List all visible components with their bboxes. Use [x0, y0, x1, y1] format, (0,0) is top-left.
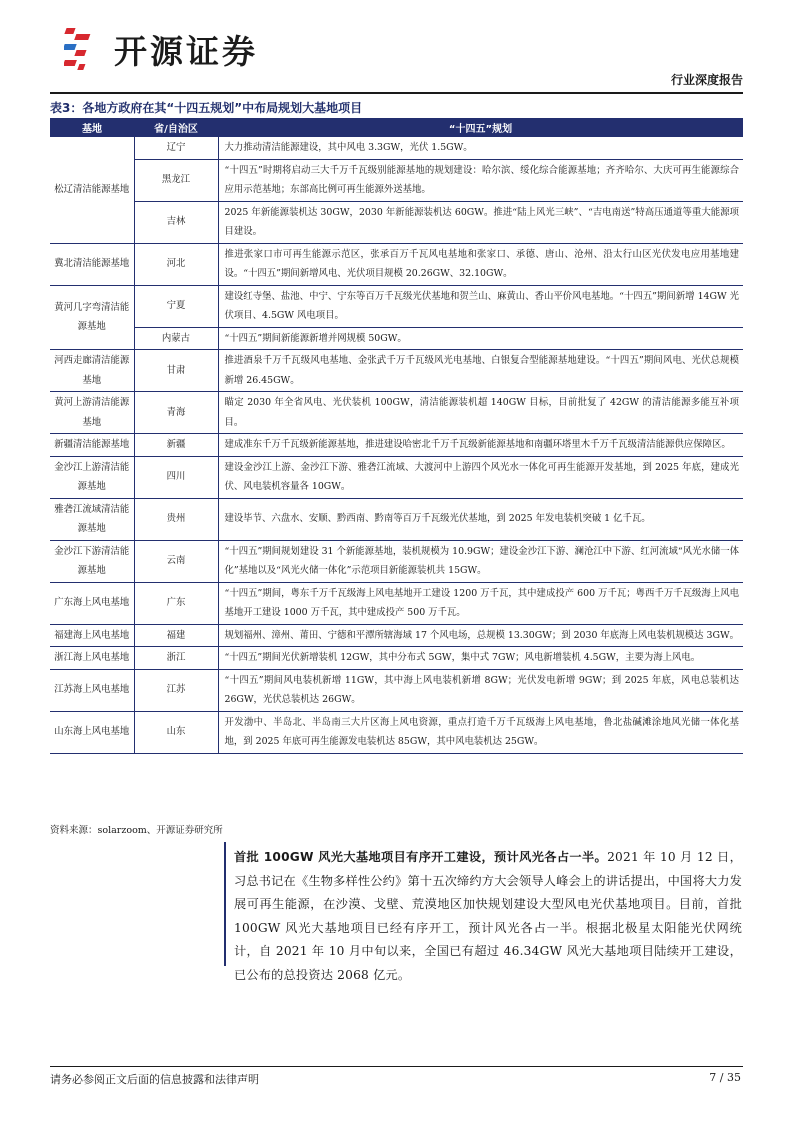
province-cell: 山东 — [134, 711, 218, 753]
base-cell: 浙江海上风电基地 — [50, 647, 134, 670]
plan-cell: 规划福州、漳州、莆田、宁德和平潭所辖海域 17 个风电场，总规模 13.30GW；到 2030 年底海上风电装机规模达 3GW。 — [218, 624, 743, 647]
plan-table-container — [50, 118, 743, 754]
province-cell: 新疆 — [134, 434, 218, 457]
plan-cell: “十四五”期间规划建设 31 个新能源基地，装机规模为 10.9GW；建设金沙江下游、澜沧江中下游、红河流域“风光水储一体化”基地以及“风光火储一体化”示范项目新能源装机共 15GW。 — [218, 540, 743, 582]
table-row — [50, 434, 743, 457]
table-row — [50, 456, 743, 498]
column-header-base: 基地 — [50, 118, 134, 137]
base-cell: 河西走廊清洁能源基地 — [50, 350, 134, 392]
table-row — [50, 137, 743, 159]
plan-cell: “十四五”期间风电装机新增 11GW，其中海上风电装机新增 8GW；光伏发电新增 9GW；到 2025 年底，风电总装机达 26GW，光伏总装机达 26GW。 — [218, 669, 743, 711]
table-title: 表3：各地方政府在其“十四五规划”中布局规划大基地项目 — [50, 101, 363, 115]
base-cell: 冀北清洁能源基地 — [50, 243, 134, 285]
province-cell: 河北 — [134, 243, 218, 285]
table-row — [50, 669, 743, 711]
table-body — [50, 137, 743, 753]
province-cell: 浙江 — [134, 647, 218, 670]
table-header-row — [50, 118, 743, 137]
base-cell: 松辽清洁能源基地 — [50, 137, 134, 243]
province-cell: 宁夏 — [134, 285, 218, 327]
plan-cell: 推进张家口市可再生能源示范区，张承百万千瓦风电基地和张家口、承德、唐山、沧州、沿太行山区光伏发电应用基地建设。“十四五”期间新增风电、光伏项目规模 20.26GW、32.10GW。 — [218, 243, 743, 285]
table-row — [50, 647, 743, 670]
body-paragraph — [234, 846, 742, 988]
province-cell: 吉林 — [134, 201, 218, 243]
plan-cell: 建成准东千万千瓦级新能源基地，推进建设哈密北千万千瓦级新能源基地和南疆环塔里木千万千瓦级清洁能源供应保障区。 — [218, 434, 743, 457]
plan-cell: “十四五”期间，粤东千万千瓦级海上风电基地开工建设 1200 万千瓦，其中建成投产 600 万千瓦；粤西千万千瓦级海上风电基地开工建设 1000 万千瓦，其中建成投产 500 万千瓦。 — [218, 582, 743, 624]
plan-cell: 2025 年新能源装机达 30GW，2030 年新能源装机达 60GW。推进“陆上风光三峡”、“吉电南送”特高压通道等重大能源项目建设。 — [218, 201, 743, 243]
paragraph-body: 2021 年 10 月 12 日，习总书记在《生物多样性公约》第十五次缔约方大会领导人峰会上的讲话提出，中国将大力发展可再生能源，在沙漠、戈壁、荒漠地区加快规划建设大型风电光伏基地项目。目前，首批 100GW 风光大基地项目已经有序开工，预计风光各占一半。根据北极星太阳能光伏网统计，自 2021 年 10 月中旬以来，全国已有超过 46.34GW 风光大基地项目陆续开工建设，已公布的总投资达 2068 亿元。 — [234, 850, 742, 982]
province-cell: 黑龙江 — [134, 159, 218, 201]
plan-cell: 大力推动清洁能源建设，其中风电 3.3GW，光伏 1.5GW。 — [218, 137, 743, 159]
plan-cell: 推进酒泉千万千瓦级风电基地、金张武千万千瓦级风光电基地、白银复合型能源基地建设。“十四五”期间风电、光伏总规模新增 26.45GW。 — [218, 350, 743, 392]
paragraph-lead: 首批 100GW 风光大基地项目有序开工建设，预计风光各占一半。 — [234, 850, 608, 864]
brand-name: 开源证券 — [114, 31, 258, 71]
plan-cell: 开发渤中、半岛北、半岛南三大片区海上风电资源，重点打造千万千瓦级海上风电基地，鲁北盐碱滩涂地风光储一体化基地，到 2025 年底可再生能源发电装机达 85GW，其中风电装机达 25GW。 — [218, 711, 743, 753]
table-row — [50, 711, 743, 753]
table-row — [50, 350, 743, 392]
table-row — [50, 624, 743, 647]
plan-cell: 建设毕节、六盘水、安顺、黔西南、黔南等百万千瓦级光伏基地，到 2025 年发电装机突破 1 亿千瓦。 — [218, 498, 743, 540]
base-cell: 山东海上风电基地 — [50, 711, 134, 753]
table-row — [50, 327, 743, 350]
base-cell: 广东海上风电基地 — [50, 582, 134, 624]
province-cell: 福建 — [134, 624, 218, 647]
plan-cell: 瞄定 2030 年全省风电、光伏装机 100GW，清洁能源装机超 140GW 目标，目前批复了 42GW 的清洁能源多能互补项目。 — [218, 392, 743, 434]
province-cell: 四川 — [134, 456, 218, 498]
province-cell: 青海 — [134, 392, 218, 434]
table-row — [50, 243, 743, 285]
logo-mark-icon — [64, 24, 104, 74]
page-number: 7 / 35 — [709, 1071, 741, 1084]
base-cell: 金沙江上游清洁能源基地 — [50, 456, 134, 498]
column-header-plan: “十四五”规划 — [218, 118, 743, 137]
province-cell: 云南 — [134, 540, 218, 582]
province-cell: 江苏 — [134, 669, 218, 711]
province-cell: 辽宁 — [134, 137, 218, 159]
footer-disclaimer: 请务必参阅正文后面的信息披露和法律声明 — [50, 1073, 259, 1086]
plan-cell: “十四五”期间光伏新增装机 12GW，其中分布式 5GW，集中式 7GW；风电新增装机 4.5GW，主要为海上风电。 — [218, 647, 743, 670]
base-cell: 黄河上游清洁能源基地 — [50, 392, 134, 434]
plan-cell: 建设红寺堡、盐池、中宁、宁东等百万千瓦级光伏基地和贺兰山、麻黄山、香山平价风电基地。“十四五”期间新增 14GW 光伏项目、4.5GW 风电项目。 — [218, 285, 743, 327]
plan-cell: 建设金沙江上游、金沙江下游、雅砻江流域、大渡河中上游四个风光水一体化可再生能源开发基地，到 2025 年底，建成光伏、风电装机容量各 10GW。 — [218, 456, 743, 498]
brand-logo — [64, 24, 258, 74]
base-cell: 江苏海上风电基地 — [50, 669, 134, 711]
report-type-label: 行业深度报告 — [670, 73, 743, 87]
table-row — [50, 540, 743, 582]
province-cell: 甘肃 — [134, 350, 218, 392]
paragraph-accent-bar — [224, 842, 226, 966]
base-cell: 福建海上风电基地 — [50, 624, 134, 647]
plan-table — [50, 118, 743, 754]
province-cell: 贵州 — [134, 498, 218, 540]
base-cell: 金沙江下游清洁能源基地 — [50, 540, 134, 582]
table-row — [50, 498, 743, 540]
footer-divider — [50, 1066, 743, 1067]
table-row — [50, 582, 743, 624]
table-row — [50, 285, 743, 327]
table-row — [50, 159, 743, 201]
base-cell: 黄河几字弯清洁能源基地 — [50, 285, 134, 350]
province-cell: 广东 — [134, 582, 218, 624]
table-row — [50, 201, 743, 243]
table-row — [50, 392, 743, 434]
table-source: 资料来源：solarzoom、开源证券研究所 — [50, 825, 223, 836]
column-header-province: 省/自治区 — [134, 118, 218, 137]
province-cell: 内蒙古 — [134, 327, 218, 350]
plan-cell: “十四五”时期将启动三大千万千瓦级别能源基地的规划建设：哈尔滨、绥化综合能源基地；齐齐哈尔、大庆可再生能源综合应用示范基地；东部高比例可再生能源外送基地。 — [218, 159, 743, 201]
base-cell: 雅砻江流域清洁能源基地 — [50, 498, 134, 540]
plan-cell: “十四五”期间新能源新增并网规模 50GW。 — [218, 327, 743, 350]
header-divider — [50, 92, 743, 94]
base-cell: 新疆清洁能源基地 — [50, 434, 134, 457]
